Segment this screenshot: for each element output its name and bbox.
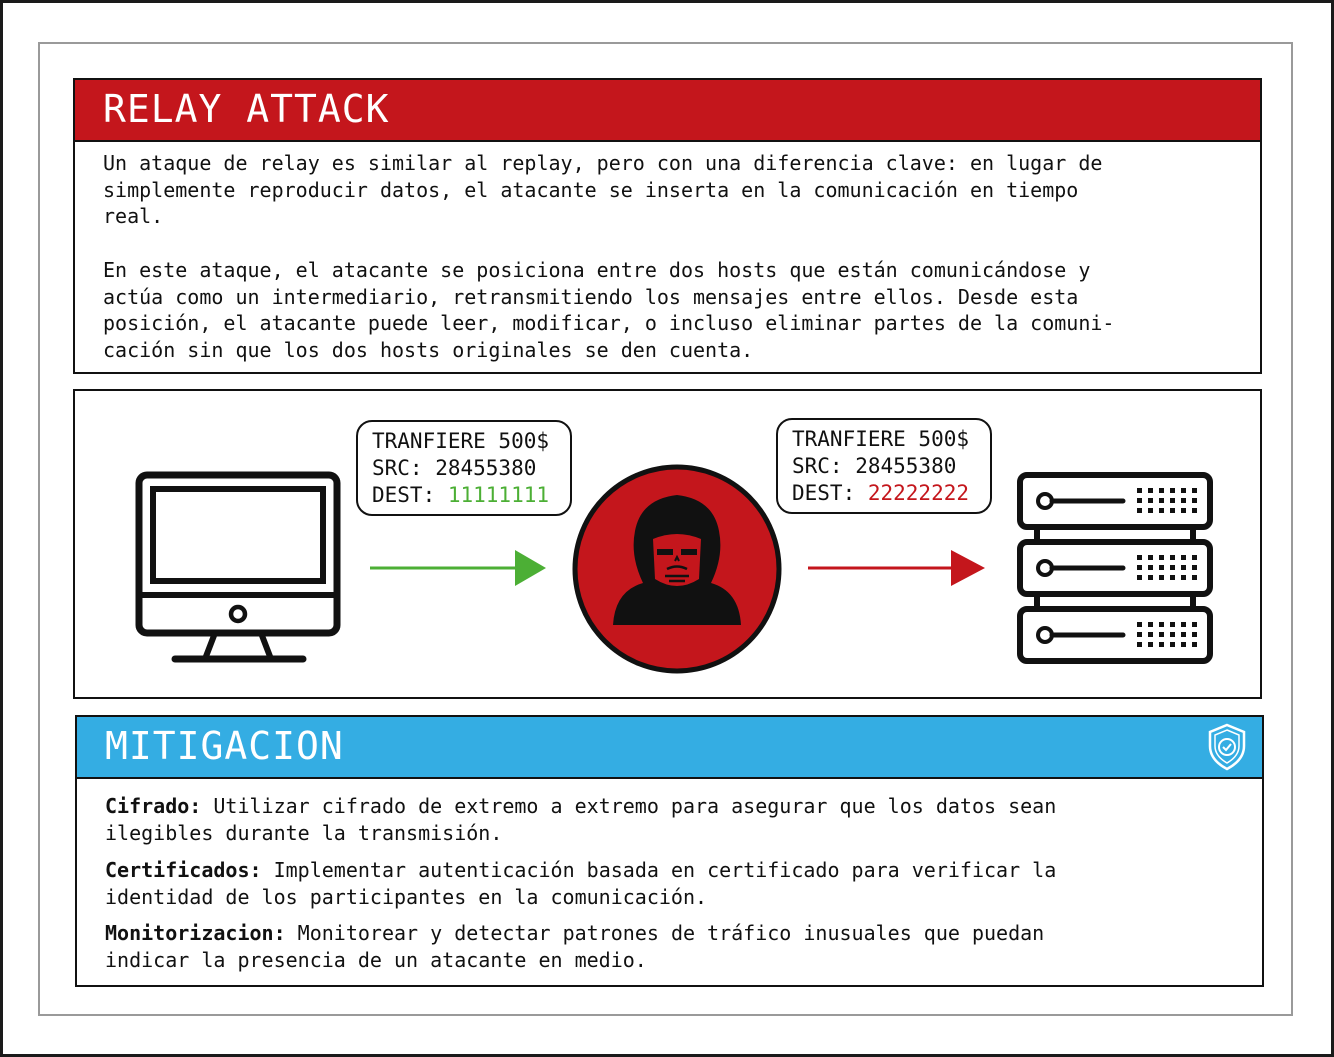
relay-attack-title: RELAY ATTACK	[103, 87, 390, 131]
server-vent-dot	[1148, 565, 1153, 570]
server-vent-dot	[1159, 498, 1164, 503]
relayed-message-original	[356, 420, 572, 516]
server-vent-dot	[1148, 632, 1153, 637]
server-vent-dot	[1148, 642, 1153, 647]
server-vent-dot	[1192, 565, 1197, 570]
mitigation-text: Implementar autenticación basada en certificado para verificar la identidad de los participantes en la comunicación.	[105, 858, 1057, 909]
server-vent-dot	[1148, 498, 1153, 503]
server-vent-dot	[1181, 488, 1186, 493]
server-vent-dot	[1181, 622, 1186, 627]
message-dest-line	[792, 480, 976, 507]
relay-diagram	[73, 389, 1262, 699]
server-vent-dot	[1148, 508, 1153, 513]
server-vent-dot	[1148, 488, 1153, 493]
dest-label: DEST:	[792, 481, 868, 505]
mitigation-text: Utilizar cifrado de extremo a extremo para asegurar que los datos sean ilegibles durante la transmisión.	[105, 794, 1057, 845]
relayed-message-modified	[776, 418, 992, 514]
server-vent-dot	[1159, 565, 1164, 570]
relay-paragraph-1: Un ataque de relay es similar al replay, pero con una diferencia clave: en lugar de simplemente reproducir datos, el atacante se inserta en la comunicación en tiempo real.	[103, 151, 1103, 229]
src-label: SRC:	[792, 454, 856, 478]
server-vent-dot	[1192, 508, 1197, 513]
mitigation-section	[75, 715, 1264, 987]
hooded-hacker-icon	[575, 467, 779, 671]
server-vent-dot	[1170, 632, 1175, 637]
server-vent-dot	[1181, 575, 1186, 580]
server-vent-dot	[1170, 575, 1175, 580]
server-vent-dot	[1137, 508, 1142, 513]
server-vent-dot	[1137, 622, 1142, 627]
forward-arrow-red	[808, 550, 985, 586]
server-vent-dot	[1192, 622, 1197, 627]
relay-paragraph-2: En este ataque, el atacante se posiciona entre dos hosts que están comunicándose y actúa como un intermediario, retransmitiendo los mensajes entre ellos. Desde esta posición, el atacante puede leer, modificar, o incluso eliminar partes de la comuni- cación sin que los dos hosts originales se den cuenta.	[103, 258, 1115, 363]
mitigation-item-cifrado	[105, 793, 1242, 846]
server-vent-dot	[1148, 555, 1153, 560]
server-vent-dot	[1181, 565, 1186, 570]
server-vent-dot	[1181, 508, 1186, 513]
server-vent-dot	[1170, 622, 1175, 627]
server-vent-dot	[1181, 555, 1186, 560]
server-vent-dot	[1170, 488, 1175, 493]
desktop-monitor-icon	[139, 475, 337, 659]
server-vent-dot	[1181, 498, 1186, 503]
src-value: 28455380	[855, 454, 957, 478]
server-vent-dot	[1159, 632, 1164, 637]
forward-arrow-green	[370, 550, 546, 586]
server-vent-dot	[1159, 508, 1164, 513]
server-vent-dot	[1170, 555, 1175, 560]
server-vent-dot	[1192, 575, 1197, 580]
server-vent-dot	[1159, 555, 1164, 560]
server-vent-dot	[1192, 488, 1197, 493]
message-src-line	[792, 453, 976, 480]
message-src-line	[372, 455, 556, 482]
server-vent-dot	[1159, 642, 1164, 647]
server-vent-dot	[1181, 642, 1186, 647]
mitigation-header	[77, 717, 1262, 779]
shield-check-icon	[1206, 722, 1248, 772]
src-value: 28455380	[435, 456, 537, 480]
mitigation-item-certificados	[105, 857, 1242, 910]
server-vent-dot	[1192, 555, 1197, 560]
server-vent-dot	[1137, 498, 1142, 503]
message-dest-line	[372, 482, 556, 509]
mitigation-title: MITIGACION	[105, 724, 344, 768]
server-vent-dot	[1170, 498, 1175, 503]
mitigation-text: Monitorear y detectar patrones de tráfico inusuales que puedan indicar la presencia de un atacante en medio.	[105, 921, 1045, 972]
server-vent-dot	[1170, 565, 1175, 570]
server-vent-dot	[1137, 575, 1142, 580]
diagram-canvas	[75, 391, 1260, 697]
server-vent-dot	[1192, 632, 1197, 637]
server-vent-dot	[1148, 575, 1153, 580]
server-vent-dot	[1137, 488, 1142, 493]
server-vent-dot	[1148, 622, 1153, 627]
server-vent-dot	[1137, 565, 1142, 570]
message-transfer-line: TRANFIERE 500$	[792, 427, 970, 451]
server-vent-dot	[1192, 498, 1197, 503]
server-vent-dot	[1170, 508, 1175, 513]
server-vent-dot	[1159, 575, 1164, 580]
server-vent-dot	[1159, 622, 1164, 627]
dest-label: DEST:	[372, 483, 448, 507]
server-vent-dot	[1181, 632, 1186, 637]
mitigation-term: Cifrado:	[105, 794, 202, 818]
dest-value-modified: 22222222	[867, 481, 970, 505]
server-vent-dot	[1170, 642, 1175, 647]
relay-attack-header	[75, 80, 1260, 142]
message-transfer-line: TRANFIERE 500$	[372, 429, 550, 453]
server-vent-dot	[1137, 632, 1142, 637]
relay-attack-section	[73, 78, 1262, 374]
server-rack-icon	[1020, 475, 1210, 661]
server-vent-dot	[1137, 642, 1142, 647]
mitigation-item-monitorizacion	[105, 920, 1242, 973]
server-vent-dot	[1159, 488, 1164, 493]
dest-value-original: 11111111	[447, 483, 550, 507]
server-vent-dot	[1192, 642, 1197, 647]
src-label: SRC:	[372, 456, 436, 480]
server-vent-dot	[1137, 555, 1142, 560]
mitigation-term: Monitorizacion:	[105, 921, 286, 945]
mitigation-term: Certificados:	[105, 858, 262, 882]
